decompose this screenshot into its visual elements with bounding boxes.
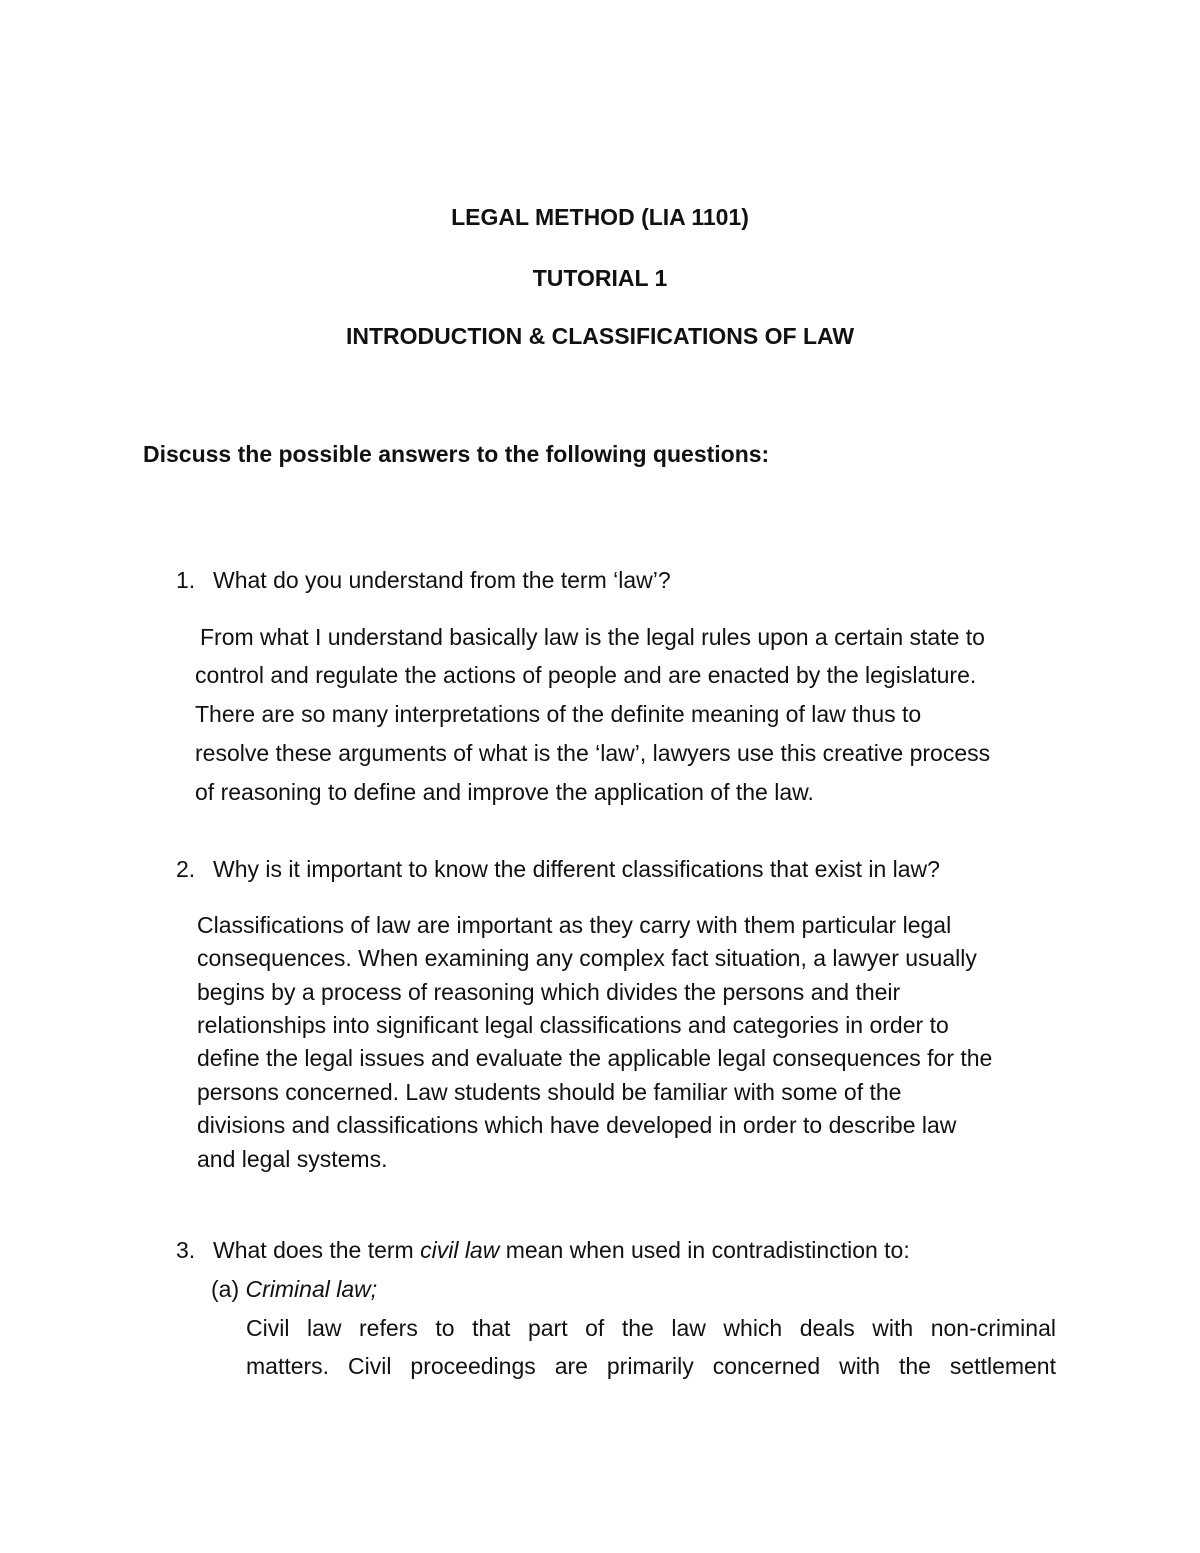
answer-2-line: define the legal issues and evaluate the applicable legal consequences for the (197, 1045, 993, 1071)
answer-2-line: Classifications of law are important as they carry with them particular legal (197, 912, 952, 938)
answer-1-line: resolve these arguments of what is the ‘law’, lawyers use this creative process (195, 740, 991, 766)
question-3-text-italic: civil law (420, 1237, 500, 1263)
answer-2-line: begins by a process of reasoning which divides the persons and their (197, 979, 901, 1005)
question-3-text (213, 1237, 910, 1264)
question-3-text-after: mean when used in contradistinction to: (499, 1237, 910, 1263)
answer-2-line: divisions and classifications which have developed in order to describe law (197, 1112, 957, 1138)
answer-2-line: and legal systems. (197, 1146, 388, 1172)
question-2-number: 2. (176, 856, 196, 882)
answer-1-line: There are so many interpretations of the definite meaning of law thus to (195, 701, 922, 727)
question-2-text: Why is it important to know the different classifications that exist in law? (213, 856, 940, 882)
answer-2-line: relationships into significant legal classifications and categories in order to (197, 1012, 949, 1038)
answer-3a-line: Civil law refers to that part of the law which deals with non-criminal (246, 1315, 1056, 1341)
answer-2-line: persons concerned. Law students should be familiar with some of the (197, 1079, 902, 1105)
subquestion-a-label: (a) (211, 1276, 246, 1302)
topic-title: INTRODUCTION & CLASSIFICATIONS OF LAW (345, 323, 855, 349)
answer-3a-line: matters. Civil proceedings are primarily concerned with the settlement (246, 1353, 1056, 1379)
answer-1-line: of reasoning to define and improve the application of the law. (195, 779, 814, 805)
tutorial-title: TUTORIAL 1 (532, 265, 668, 291)
instruction-text: Discuss the possible answers to the following questions: (143, 441, 770, 467)
answer-2-line: consequences. When examining any complex fact situation, a lawyer usually (197, 945, 977, 971)
question-3-number: 3. (176, 1237, 196, 1263)
question-3-text-before: What does the term (213, 1237, 421, 1263)
subquestion-a-label-italic: Criminal law; (245, 1276, 378, 1302)
question-1-number: 1. (176, 567, 196, 593)
answer-1-line: control and regulate the actions of people and are enacted by the legislature. (195, 662, 977, 688)
question-1-text: What do you understand from the term ‘law’? (213, 567, 671, 593)
course-title: LEGAL METHOD (LIA 1101) (451, 204, 749, 230)
subquestion-a (211, 1276, 377, 1303)
answer-1-line: From what I understand basically law is the legal rules upon a certain state to (200, 624, 985, 650)
